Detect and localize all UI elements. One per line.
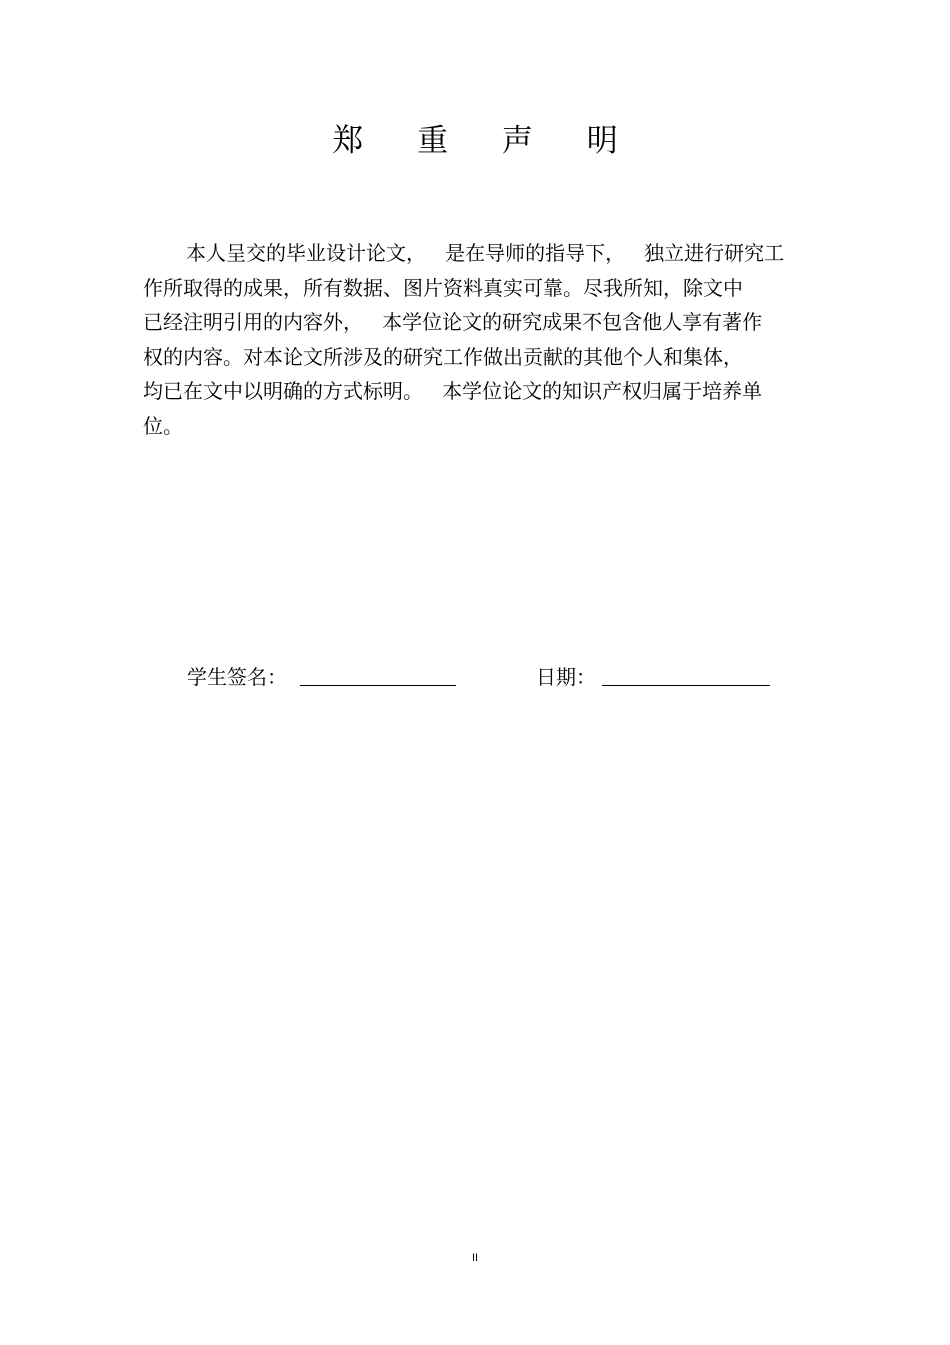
paragraph-line: 本人呈交的毕业设计论文， 是在导师的指导下， 独立进行研究工 <box>186 241 785 265</box>
paragraph-line: 权的内容。对本论文所涉及的研究工作做出贡献的其他个人和集体， <box>143 344 743 369</box>
date-field[interactable] <box>602 685 770 686</box>
date-label: 日期： <box>536 665 596 689</box>
signature-row <box>187 660 807 694</box>
page-title: 郑 重 声 明 <box>332 123 640 159</box>
student-signature-field[interactable] <box>300 685 456 686</box>
declaration-paragraph <box>143 236 813 444</box>
student-signature-label: 学生签名： <box>187 665 287 689</box>
paragraph-line: 作所取得的成果，所有数据、图片资料真实可靠。尽我所知，除文中 <box>143 275 743 300</box>
paragraph-line: 位。 <box>143 413 183 438</box>
page-number: II <box>471 1252 479 1264</box>
paragraph-line: 已经注明引用的内容外， 本学位论文的研究成果不包含他人享有著作 <box>143 310 763 335</box>
paragraph-line: 均已在文中以明确的方式标明。 本学位论文的知识产权归属于培养单 <box>143 379 763 404</box>
